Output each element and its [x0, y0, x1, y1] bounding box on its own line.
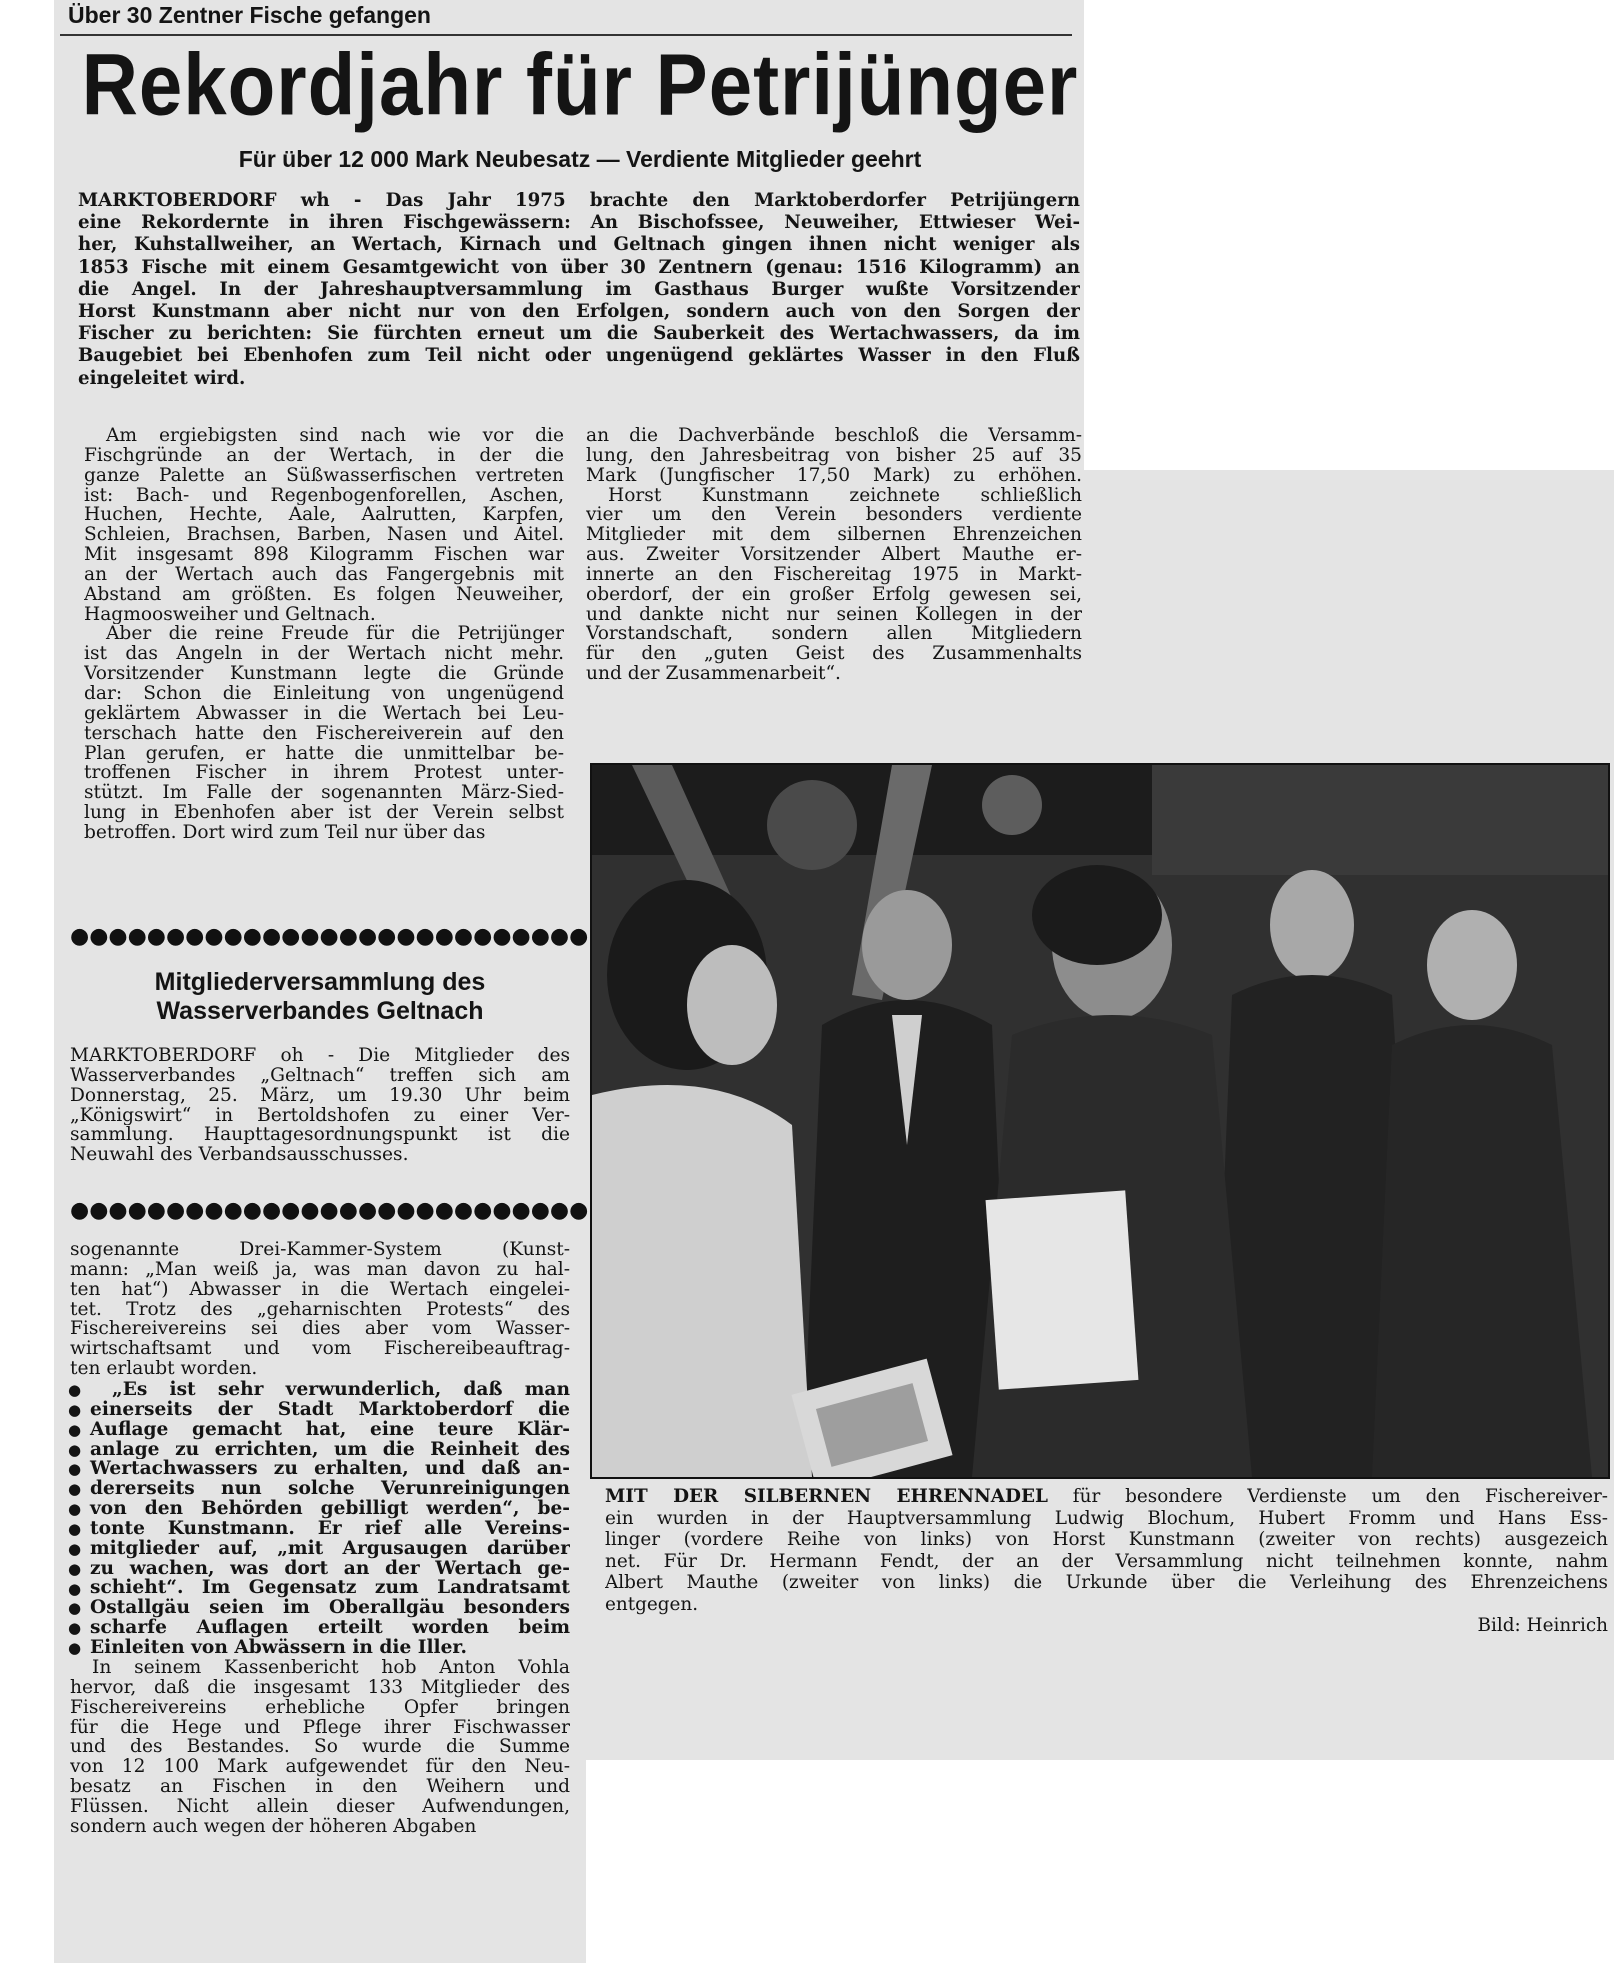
column-line: und der Zusammenarbeit“.	[586, 664, 841, 684]
column-line: Am ergiebigsten sind nach wie vor die	[106, 426, 564, 446]
column-line: Flüssen. Nicht allein dieser Aufwendungen,	[70, 1796, 570, 1817]
column-line: sondern auch wegen der höheren Abgaben	[70, 1816, 477, 1837]
news-photo-image	[592, 765, 1608, 1477]
quote-line: Einleiten von Abwässern in die Iller.	[90, 1637, 467, 1658]
column-line: ganze Palette an Süßwasserfischen vertreten	[84, 465, 564, 486]
quote-line: zu wachen, was dort an der Wertach ge-	[90, 1558, 570, 1579]
quote-line: von den Behörden gebilligt werden“, be-	[90, 1499, 570, 1519]
box-line: Neuwahl des Verbandsausschusses.	[70, 1145, 409, 1166]
column-line: dar: Schon die Einleitung von ungenügend	[84, 683, 564, 704]
quote-bullet-icon: ●	[68, 1579, 82, 1598]
column-line: für die Hege und Pflege ihrer Fischwasser	[70, 1717, 570, 1738]
column-line: Hagmoosweiher und Geltnach.	[84, 604, 376, 625]
column-line: an der Wertach auch das Fangergebnis mit	[84, 564, 564, 585]
caption-line	[605, 1486, 1608, 1508]
quote-bullet-icon: ●	[68, 1480, 82, 1499]
box-body	[70, 1046, 570, 1165]
column-line: mann: „Man weiß ja, was man davon zu hal-	[70, 1259, 570, 1280]
column-line: Mit insgesamt 898 Kilogramm Fischen war	[84, 545, 564, 565]
column-line: vier um den Verein besonders verdiente	[586, 505, 1082, 526]
quote-line: Auflage gemacht hat, eine teure Klär-	[90, 1419, 570, 1440]
column-line: aus. Zweiter Vorsitzender Albert Mauthe er-	[586, 545, 1082, 565]
column-line: Vorstandschaft, sondern allen Mitgliedern	[586, 624, 1082, 645]
quote-line: scharfe Auflagen erteilt worden beim	[90, 1618, 570, 1638]
column-line: von 12 100 Mark aufgewendet für den Neu-	[70, 1757, 570, 1778]
quote-bullet-icon: ●	[68, 1559, 82, 1578]
quote-line: einerseits der Stadt Marktoberdorf die	[90, 1399, 570, 1420]
column-line: lung, den Jahresbeitrag von bisher 25 auf 35	[586, 445, 1082, 466]
quote-bullet-icon: ●	[68, 1599, 82, 1618]
box-headline-line-1: Mitgliederversammlung des	[154, 968, 486, 996]
column-line: ten erlaubt worden.	[70, 1359, 258, 1379]
column-line: terschach hatte den Fischereiverein auf den	[84, 723, 564, 744]
column-line: Fischereivereins sei dies aber vom Wasser-	[70, 1319, 570, 1340]
article-column-1	[84, 426, 564, 843]
box-headline	[70, 968, 570, 1026]
column-line: und dankte nicht nur seinen Kollegen in der	[586, 604, 1082, 625]
separator-dots-bottom: ●●●●●●●●●●●●●●●●●●●●●●●●●●●	[70, 1198, 589, 1223]
caption-line: ein wurden in der Hauptversammlung Ludwig Blochum, Hubert Fromm und Hans Ess-	[605, 1507, 1608, 1529]
quote-bullet-icon: ●	[68, 1400, 82, 1419]
column-line: Aber die reine Freude für die Petrijünger	[106, 624, 564, 645]
quote-bullet-icon: ●	[68, 1460, 82, 1479]
quote-bullet-icon: ●	[68, 1500, 82, 1519]
column-line: innerte an den Fischereitag 1975 in Markt-	[586, 564, 1082, 585]
box-line: sammlung. Haupttagesordnungspunkt ist die	[70, 1125, 570, 1146]
column-line: troffenen Fischer in ihrem Protest unter-	[84, 763, 564, 784]
column-line: ist das Angeln in der Wertach nicht mehr.	[84, 644, 564, 665]
column-line: oberdorf, der ein großer Erfolg gewesen sei,	[586, 584, 1082, 605]
column-line: betroffen. Dort wird zum Teil nur über das	[84, 822, 486, 843]
column-line: tet. Trotz des „geharnischten Protests“ des	[70, 1299, 570, 1320]
lead-line: 1853 Fische mit einem Gesamtgewicht von über 30 Zentnern (genau: 1516 Kilogramm) an	[78, 256, 1080, 278]
news-photo	[590, 763, 1610, 1479]
photo-credit: Bild: Heinrich	[1477, 1615, 1608, 1636]
column-line: ten hat“) Abwasser in die Wertach eingelei-	[70, 1279, 570, 1300]
lead-line: Fischer zu berichten: Sie fürchten erneut um die Sauberkeit des Wertachwassers, da im	[78, 323, 1080, 345]
lead-line: Baugebiet bei Ebenhofen zum Teil nicht oder ungenügend geklärtes Wasser in den Fluß	[78, 345, 1080, 367]
separator-dots-top: ●●●●●●●●●●●●●●●●●●●●●●●●●●●	[70, 924, 589, 949]
quote-bullet-icon: ●	[68, 1619, 82, 1638]
box-line: Wasserverbandes „Geltnach“ treffen sich am	[70, 1065, 570, 1086]
column-line: Fischereivereins erhebliche Opfer bringen	[70, 1697, 570, 1718]
caption-line: linger (vordere Reihe von links) von Horst Kunstmann (zweiter von rechts) ausgezeich	[605, 1529, 1608, 1550]
quote-line: schieht“. Im Gegensatz zum Landratsamt	[90, 1578, 570, 1599]
quote-bullet-icon: ●	[68, 1440, 82, 1459]
article-headline: Rekordjahr für Petrijünger	[81, 35, 1079, 134]
column-line: Schleien, Brachsen, Barben, Nasen und Aitel.	[84, 525, 564, 546]
photo-caption	[605, 1486, 1608, 1637]
column-line: an die Dachverbände beschloß die Versamm-	[586, 426, 1082, 446]
column-line: hervor, daß die insgesamt 133 Mitglieder des	[70, 1677, 570, 1698]
column-line: Abstand am größten. Es folgen Neuweiher,	[84, 584, 564, 605]
box-line: MARKTOBERDORF oh - Die Mitglieder des	[70, 1046, 570, 1066]
article-column-1-end	[70, 1658, 570, 1837]
quote-line: tonte Kunstmann. Er rief alle Vereins-	[90, 1518, 570, 1539]
lead-line: eine Rekordernte in ihren Fischgewässern: An Bischofssee, Neuweiher, Ettwieser Wei-	[78, 212, 1080, 234]
caption-lead: MIT DER SILBERNEN EHRENNADEL	[605, 1486, 1048, 1507]
article-lead	[78, 190, 1080, 390]
lead-line: her, Kuhstallweiher, an Wertach, Kirnach und Geltnach gingen ihnen nicht weniger als	[78, 234, 1080, 256]
article-kicker: Über 30 Zentner Fische gefangen	[68, 2, 431, 28]
caption-text: für besondere Verdienste um den Fischereiver-	[1047, 1486, 1608, 1507]
article-quote	[70, 1380, 570, 1658]
article-column-1-continued	[70, 1240, 570, 1379]
column-line: Mark (Jungfischer 17,50 Mark) zu erhöhen.	[586, 465, 1082, 486]
article-subhead: Für über 12 000 Mark Neubesatz — Verdiente Mitglieder geehrt	[238, 146, 922, 172]
quote-line: Ostallgäu seien im Oberallgäu besonders	[90, 1598, 570, 1619]
quote-bullet-icon: ●	[68, 1420, 82, 1439]
article-column-2	[586, 426, 1082, 684]
quote-line: mitglieder auf, „mit Argusaugen darüber	[90, 1538, 570, 1559]
column-line: Fischgründe an der Wertach, in der die	[84, 445, 564, 466]
quote-bullet-icon: ●	[68, 1639, 82, 1658]
caption-line: entgegen.	[605, 1593, 699, 1615]
column-line: Huchen, Hechte, Aale, Aalrutten, Karpfen,	[84, 505, 564, 526]
quote-bullet-icon: ●	[68, 1519, 82, 1538]
quote-line: anlage zu errichten, um die Reinheit des	[90, 1439, 570, 1460]
column-line: lung in Ebenhofen aber ist der Verein selbst	[84, 803, 564, 823]
column-line: sogenannte Drei-Kammer-System (Kunst-	[70, 1240, 570, 1260]
column-line: für den „guten Geist des Zusammenhalts	[586, 644, 1082, 665]
column-line: geklärtem Abwasser in die Wertach bei Leu-	[84, 703, 564, 724]
quote-bullet-icon: ●	[68, 1381, 82, 1399]
lead-line: die Angel. In der Jahreshauptversammlung im Gasthaus Burger wußte Vorsitzender	[78, 278, 1080, 300]
lead-line: Horst Kunstmann aber nicht nur von den Erfolgen, sondern auch von den Sorgen der	[78, 300, 1080, 322]
box-line: Donnerstag, 25. März, um 19.30 Uhr beim	[70, 1085, 570, 1106]
quote-line: „Es ist sehr verwunderlich, daß man	[112, 1380, 570, 1400]
quote-line: Wertachwassers zu erhalten, und daß an-	[90, 1459, 570, 1480]
column-line: wirtschaftsamt und vom Fischereibeauftrag-	[70, 1339, 570, 1360]
column-line: Mitglieder mit dem silbernen Ehrenzeichen	[586, 525, 1082, 546]
column-line: Plan gerufen, er hatte die unmittelbar be-	[84, 743, 564, 764]
box-line: „Königswirt“ in Bertoldshofen zu einer Ver-	[70, 1105, 570, 1126]
column-line: und des Bestandes. So wurde die Summe	[70, 1737, 570, 1758]
column-line: In seinem Kassenbericht hob Anton Vohla	[92, 1658, 570, 1678]
caption-line: Albert Mauthe (zweiter von links) die Urkunde über die Verleihung des Ehrenzeichens	[605, 1572, 1608, 1593]
lead-line: MARKTOBERDORF wh - Das Jahr 1975 brachte den Marktoberdorfer Petrijüngern	[78, 190, 1080, 211]
lead-line: eingeleitet wird.	[78, 367, 246, 389]
quote-line: dererseits nun solche Verunreinigungen	[90, 1479, 570, 1500]
caption-line: net. Für Dr. Hermann Fendt, der an der Versammlung nicht teilnehmen konnte, nahm	[605, 1550, 1608, 1572]
column-line: ist: Bach- und Regenbogenforellen, Äschen,	[84, 485, 564, 506]
column-line: Horst Kunstmann zeichnete schließlich	[608, 485, 1082, 506]
column-line: stützt. Im Falle der sogenannten März-Sied-	[84, 783, 564, 804]
quote-bullet-icon: ●	[68, 1539, 82, 1558]
box-headline-line-2: Wasserverbandes Geltnach	[156, 997, 484, 1025]
column-line: besatz an Fischen in den Weihern und	[70, 1777, 570, 1797]
column-line: Vorsitzender Kunstmann legte die Gründe	[84, 664, 564, 684]
